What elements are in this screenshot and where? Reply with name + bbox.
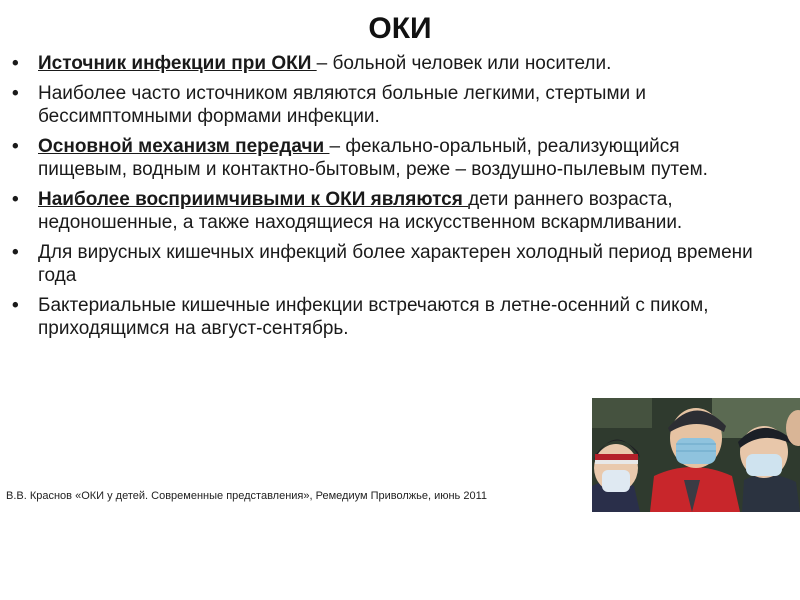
slide-title: ОКИ bbox=[368, 12, 432, 45]
bullet-item bbox=[8, 294, 768, 340]
photo-illustration bbox=[592, 398, 800, 512]
bullet-list bbox=[8, 52, 768, 347]
bullet-item bbox=[8, 52, 768, 75]
bullet-item bbox=[8, 135, 768, 181]
bullet-marker: • bbox=[12, 242, 19, 263]
bullet-item bbox=[8, 188, 768, 234]
bullet-marker: • bbox=[12, 53, 19, 74]
bullet-marker: • bbox=[12, 83, 19, 104]
bullet-item bbox=[8, 241, 768, 287]
bullet-lead: Источник инфекции при ОКИ bbox=[38, 53, 317, 74]
bullet-text: – больной человек или носители. bbox=[316, 53, 612, 74]
mask bbox=[746, 454, 782, 476]
mask bbox=[602, 470, 630, 492]
photo-foliage-left bbox=[592, 398, 652, 428]
children-in-masks-photo bbox=[592, 398, 800, 512]
bullet-text: Наиболее часто источником являются больные легкими, стертыми и бессимптомными формами инфекции. bbox=[38, 83, 647, 127]
bullet-marker: • bbox=[12, 295, 19, 316]
bullet-text: – фекально-оральный, реализующийся пищевым, водным и контактно-бытовым, реже – воздушно-пылевым путем. bbox=[38, 136, 708, 180]
bullet-lead: Основной механизм передачи bbox=[38, 136, 330, 157]
bullet-item bbox=[8, 82, 768, 128]
bullet-lead: Наиболее восприимчивыми к ОКИ являются bbox=[38, 189, 469, 210]
source-citation: В.В. Краснов «ОКИ у детей. Современные представления», Ремедиум Приволжье, июнь 2011 bbox=[6, 490, 488, 502]
bullet-marker: • bbox=[12, 189, 19, 210]
bullet-text: Бактериальные кишечные инфекции встречаются в летне-осенний с пиком, приходящимся на август-сентябрь. bbox=[38, 295, 709, 339]
bullet-text: Для вирусных кишечных инфекций более характерен холодный период времени года bbox=[38, 242, 753, 286]
bullet-marker: • bbox=[12, 136, 19, 157]
bullet-text: дети раннего возраста, недоношенные, а также находящиеся на искусственном вскармливании. bbox=[38, 189, 683, 233]
